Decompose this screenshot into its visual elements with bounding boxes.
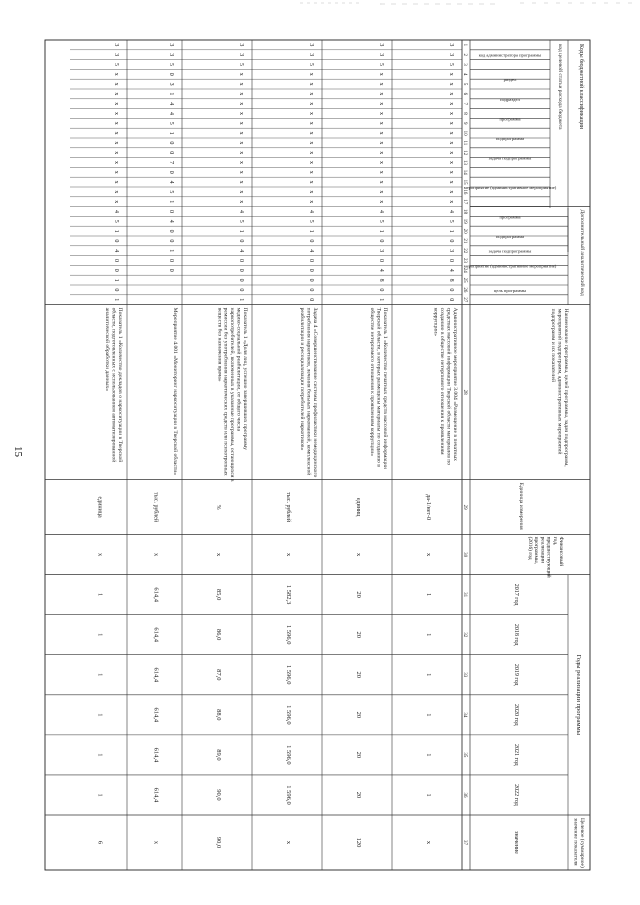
code-cell: х <box>238 170 244 174</box>
code-cell: 0 <box>308 268 314 272</box>
row-target: 120 <box>355 837 362 848</box>
code-cell: 4 <box>168 102 174 106</box>
row-name: Показатель 1 «Доля лиц, успешно завершивших программумедико-социальной реабилитации, от общего числанаркопотребителей, включенных в указанные программы, остающихся времиссии без употребления наркотических средств или психотропныхвеществ без назначения врача» <box>216 307 248 482</box>
code-cell: 3 <box>378 249 384 253</box>
code-cell: х <box>448 161 454 164</box>
column-number: 16 <box>462 189 467 195</box>
code-cell: 4 <box>448 210 454 213</box>
row-year-value: 88,0 <box>215 709 222 721</box>
code-cell: х <box>113 102 119 106</box>
code-cell: х <box>378 200 384 204</box>
row-target: х <box>425 840 432 845</box>
code-cell: 0 <box>448 259 454 262</box>
code-cell: х <box>238 72 244 76</box>
code-cell: 4 <box>168 112 174 115</box>
header-vertical-text: программа <box>499 214 521 220</box>
code-cell: 0 <box>308 239 314 243</box>
code-cell: 0 <box>168 268 174 272</box>
code-cell: 0 <box>168 210 174 213</box>
row-year-value: 20 <box>355 591 362 598</box>
code-cell: х <box>238 102 244 106</box>
row-year-value: 1 <box>96 593 104 597</box>
row-fin-2016: х <box>96 552 104 557</box>
code-cell: х <box>238 112 244 115</box>
row-year-value: 89,0 <box>215 749 222 761</box>
column-number: 32 <box>462 632 467 638</box>
code-cell: 0 <box>308 288 314 292</box>
code-cell: 5 <box>113 219 119 223</box>
column-number: 37 <box>462 840 467 845</box>
code-cell: х <box>448 121 454 125</box>
code-cell: х <box>113 170 119 174</box>
code-cell: х <box>378 72 384 76</box>
code-cell: 7 <box>168 161 174 164</box>
row-year-value: 614,4 <box>152 707 160 723</box>
code-cell: 5 <box>168 190 174 194</box>
row-year-value: 1 <box>96 713 104 717</box>
code-cell: х <box>113 180 119 184</box>
row-year-value: 1 <box>96 793 104 797</box>
row-name: Показатель 1 «Количество печатных средств массовой информацииТверской области, в которых размещены материалы по созданию вобществе нетерпимого отношения к проявлениям коррупции» <box>369 307 388 469</box>
code-cell: 4 <box>238 249 244 253</box>
row-name: Мероприятие 4.001 «Мониторинг наркоситуации в Тверской области» <box>172 307 178 476</box>
code-cell: 0 <box>378 288 384 292</box>
row-target: х <box>285 840 292 845</box>
code-cell: 3 <box>238 43 244 47</box>
code-cell: 3 <box>168 53 174 57</box>
code-cell: 3 <box>448 249 454 253</box>
code-cell: х <box>113 161 119 164</box>
code-cell: х <box>113 200 119 204</box>
column-number: 23 <box>462 258 467 263</box>
header-target-group: Целевое (суммарное)значение показателя <box>572 818 585 868</box>
header-name: Наименование программы, целей программы, задач подпрограмм,мероприятий подпрограмм, административных мероприятийподпрограмм и их показателей <box>550 308 569 467</box>
code-cell: 1 <box>448 229 454 233</box>
column-number: 20 <box>462 228 467 234</box>
header-target-value: значение <box>513 831 519 854</box>
row-year-value: 1 <box>425 633 432 637</box>
row-fin-2016: х <box>355 552 362 557</box>
column-number: 13 <box>462 160 467 165</box>
code-cell: х <box>308 200 314 204</box>
row-target: 90,0 <box>215 836 222 849</box>
code-cell: 0 <box>378 239 384 243</box>
row-fin-2016: х <box>285 552 292 557</box>
column-number: 28 <box>462 389 467 395</box>
header-codes-sub: код целевой статьи расхода бюджета <box>557 44 563 130</box>
code-cell: 0 <box>378 259 384 262</box>
code-cell: х <box>238 190 244 194</box>
row-fin-2016: х <box>425 552 432 557</box>
row-year-value: 20 <box>355 711 362 719</box>
code-cell: 5 <box>238 63 244 66</box>
code-cell: х <box>448 92 454 96</box>
code-cell: х <box>378 161 384 164</box>
code-cell: 0 <box>113 268 119 272</box>
column-number: 25 <box>462 277 467 283</box>
row-fin-2016: х <box>152 552 160 557</box>
code-cell: х <box>448 151 454 155</box>
header-vertical-text: раздел <box>503 77 517 83</box>
code-cell: 3 <box>113 43 119 47</box>
code-cell: 8 <box>448 278 454 282</box>
row-year-value: 1 <box>96 633 104 637</box>
header-vertical-text: программа <box>499 116 521 122</box>
code-cell: 5 <box>378 219 384 223</box>
code-cell: х <box>378 102 384 106</box>
column-number: 10 <box>462 130 467 136</box>
code-cell: х <box>308 82 314 86</box>
code-cell: 5 <box>378 63 384 66</box>
code-cell: х <box>238 82 244 86</box>
code-cell: х <box>113 151 119 155</box>
row-name: Задача 4 «Совершенствование системы профилактики немедицинскогопотребления наркотиков, лечения больных наркоманией, комплекснойреабилитации и ресоциализации потребителей наркотиков» <box>299 307 318 478</box>
header-vertical-text: мероприятие (административное мероприятие) <box>463 185 557 190</box>
column-number: 31 <box>462 592 467 598</box>
code-cell: х <box>308 92 314 96</box>
code-cell: 1 <box>168 131 174 135</box>
column-number: 24 <box>462 267 467 273</box>
row-unit: да-1/нет-0 <box>425 494 431 521</box>
row-year-value: 1 <box>425 753 432 757</box>
header-y2021: 2021 год <box>513 744 519 766</box>
header-y2019: 2019 год <box>513 663 519 686</box>
code-cell: х <box>448 82 454 86</box>
code-cell: х <box>378 131 384 135</box>
code-cell: х <box>113 82 119 86</box>
code-cell: 1 <box>238 229 244 233</box>
code-cell: х <box>308 170 314 174</box>
code-cell: 0 <box>168 239 174 243</box>
code-cell: х <box>448 200 454 204</box>
header-extra-group: Дополнительный аналитический код <box>579 209 585 296</box>
row-year-value: 20 <box>355 631 362 638</box>
code-cell: 3 <box>238 53 244 57</box>
header-vertical-text: цель программы <box>493 287 527 293</box>
code-cell: 0 <box>238 288 244 292</box>
column-number: 18 <box>462 209 467 214</box>
row-year-value: 1 <box>425 793 432 797</box>
row-year-value: 614,4 <box>152 747 160 763</box>
row-year-value: 85,0 <box>215 588 222 601</box>
row-year-value: 614,4 <box>152 667 160 683</box>
row-year-value: 1 <box>425 593 432 597</box>
code-cell: х <box>308 141 314 145</box>
code-cell: х <box>308 72 314 76</box>
column-number: 17 <box>462 199 467 205</box>
header-vertical-text: код администратора программы <box>478 52 542 58</box>
row-target: х <box>152 840 160 845</box>
code-cell: х <box>378 121 384 125</box>
code-cell: х <box>308 161 314 164</box>
row-name: Административное мероприятие 3.004 «Размещение в печатныхсредствах массовой информации Тверской области материалов посозданию в обществе нетерпимого отношения к проявлениямкоррупции» <box>432 307 458 466</box>
column-number: 4 <box>462 73 467 76</box>
row-year-value: 1 596,0 <box>285 665 292 685</box>
column-number: 1 <box>462 43 467 47</box>
code-cell: х <box>378 190 384 194</box>
row-year-value: 1 <box>425 713 432 717</box>
row-unit: тыс. рублей <box>152 492 159 523</box>
code-cell: 5 <box>308 63 314 66</box>
code-cell: 0 <box>448 298 454 302</box>
code-cell: х <box>238 151 244 155</box>
code-cell: 0 <box>113 239 119 243</box>
code-cell: 5 <box>448 219 454 223</box>
code-cell: х <box>308 112 314 115</box>
code-cell: х <box>238 131 244 135</box>
code-cell: 3 <box>448 43 454 47</box>
row-year-value: 614,4 <box>152 587 160 602</box>
code-cell: х <box>238 161 244 164</box>
header-vertical-text: задача подпрограммы <box>488 155 532 161</box>
code-cell: 3 <box>378 43 384 47</box>
header-vertical-text: мероприятие (административное мероприятие) <box>463 263 557 269</box>
code-cell: х <box>113 190 119 194</box>
row-year-value: 20 <box>355 671 362 679</box>
code-cell: 3 <box>308 43 314 47</box>
code-cell: 1 <box>113 298 119 302</box>
code-cell: 0 <box>308 278 314 282</box>
code-cell: х <box>308 121 314 125</box>
column-number: 33 <box>462 672 467 678</box>
code-cell: 4 <box>113 249 119 253</box>
code-cell: 1 <box>168 200 174 204</box>
code-cell: 3 <box>448 53 454 57</box>
header-y2020: 2020 год <box>513 703 519 726</box>
code-cell: 0 <box>308 298 314 302</box>
header-fin-2016: Финансовыйгод,предшествующийреализациипрограммы,(2016) год <box>526 536 564 578</box>
code-cell: х <box>238 92 244 96</box>
code-cell: х <box>378 92 384 96</box>
header-unit: Единица измерения <box>518 482 524 530</box>
code-cell: 0 <box>168 259 174 262</box>
row-unit: % <box>215 504 221 510</box>
header-y2022: 2022 год <box>513 784 519 806</box>
row-year-value: 1 596,0 <box>285 785 292 805</box>
row-year-value: 20 <box>355 791 362 799</box>
code-cell: х <box>113 141 119 145</box>
code-cell: х <box>378 112 384 115</box>
code-cell: 4 <box>378 210 384 213</box>
code-cell: 0 <box>113 259 119 262</box>
code-cell: х <box>448 170 454 174</box>
code-cell: х <box>308 102 314 106</box>
code-cell: х <box>238 200 244 204</box>
code-cell: х <box>448 190 454 194</box>
code-cell: 4 <box>308 249 314 253</box>
code-cell: 5 <box>168 121 174 125</box>
code-cell: х <box>378 151 384 155</box>
code-cell: 5 <box>113 63 119 66</box>
column-number: 15 <box>462 179 467 185</box>
header-vertical-text: подпрограмма <box>495 234 525 239</box>
column-number: 26 <box>462 287 467 293</box>
row-fin-2016: х <box>215 552 222 557</box>
row-year-value: 1 <box>425 673 432 677</box>
column-number: 2 <box>462 53 467 56</box>
header-y2018: 2018 год <box>513 623 519 646</box>
code-cell: 0 <box>168 72 174 76</box>
column-number: 12 <box>462 150 467 156</box>
header-vertical-text: задача подпрограммы <box>488 248 532 254</box>
header-vertical-text: подпрограмма <box>495 136 525 141</box>
row-year-value: 20 <box>355 751 362 759</box>
row-unit: единица <box>96 496 103 518</box>
header-codes-group: Коды бюджетной классификации <box>578 44 584 129</box>
row-unit: единиц <box>355 497 361 517</box>
code-cell: х <box>238 121 244 125</box>
code-cell: х <box>113 92 119 96</box>
header-vertical-text: подраздел <box>500 96 520 102</box>
code-cell: 0 <box>168 229 174 233</box>
code-cell: 3 <box>168 43 174 47</box>
column-number: 21 <box>462 238 467 244</box>
code-cell: х <box>113 112 119 115</box>
code-cell: 3 <box>168 82 174 86</box>
header-y2017: 2017 год <box>513 583 519 606</box>
code-cell: 5 <box>308 219 314 223</box>
code-cell: 3 <box>113 53 119 57</box>
row-year-value: 614,4 <box>152 787 160 803</box>
code-cell: 0 <box>448 288 454 292</box>
code-cell: 1 <box>378 298 384 302</box>
code-cell: 1 <box>308 229 314 233</box>
code-cell: 0 <box>168 170 174 174</box>
row-year-value: 1 596,0 <box>285 705 292 725</box>
header-years-group: Годы реализации программы <box>575 654 582 735</box>
code-cell: 0 <box>238 259 244 262</box>
row-year-value: 1 <box>96 753 104 757</box>
row-year-value: 1 582,3 <box>285 584 292 605</box>
code-cell: х <box>113 121 119 125</box>
column-number: 29 <box>462 504 467 510</box>
code-cell: 1 <box>168 249 174 253</box>
column-number: 5 <box>462 82 467 86</box>
row-name: Показатель 1 «Количество докладов о наркоситуации в Тверскойобласти, подготовленных с использованием автоматизированнойаналитической обработки данных» <box>104 307 123 463</box>
column-number: 27 <box>462 297 467 303</box>
code-cell: 0 <box>448 239 454 243</box>
column-number: 8 <box>462 112 467 115</box>
column-number: 36 <box>462 792 467 798</box>
code-cell: х <box>378 170 384 174</box>
code-cell: х <box>308 151 314 155</box>
row-year-value: 1 596,0 <box>285 624 292 645</box>
code-cell: х <box>238 141 244 145</box>
column-number: 6 <box>462 92 467 96</box>
code-cell: 1 <box>238 298 244 302</box>
code-cell: х <box>308 180 314 184</box>
row-target: 6 <box>96 840 104 845</box>
code-cell: х <box>378 180 384 184</box>
code-cell: х <box>308 190 314 194</box>
code-cell: 0 <box>238 278 244 282</box>
column-number: 9 <box>462 122 467 125</box>
column-number: 22 <box>462 248 467 254</box>
code-cell: 0 <box>308 259 314 262</box>
code-cell: х <box>113 131 119 135</box>
column-number: 11 <box>462 140 467 146</box>
code-cell: 4 <box>168 180 174 184</box>
column-number: 7 <box>462 102 467 105</box>
code-cell: 5 <box>238 219 244 223</box>
code-cell: 1 <box>168 92 174 96</box>
code-cell: х <box>448 180 454 184</box>
code-cell: х <box>308 131 314 135</box>
code-cell: 0 <box>168 141 174 145</box>
code-cell: 1 <box>113 229 119 233</box>
column-number: 30 <box>462 552 467 558</box>
code-cell: 4 <box>308 210 314 213</box>
code-cell: 0 <box>238 268 244 272</box>
column-number: 3 <box>462 63 467 66</box>
code-cell: 4 <box>238 210 244 213</box>
code-cell: х <box>113 72 119 76</box>
code-cell: х <box>448 141 454 145</box>
column-number: 14 <box>462 169 467 175</box>
code-cell: 0 <box>238 239 244 243</box>
code-cell: х <box>448 131 454 135</box>
code-cell: 4 <box>113 210 119 213</box>
row-year-value: 614,4 <box>152 627 160 643</box>
code-cell: 5 <box>168 63 174 66</box>
code-cell: х <box>238 180 244 184</box>
code-cell: 0 <box>113 288 119 292</box>
code-cell: 4 <box>378 268 384 272</box>
column-number: 35 <box>462 752 467 758</box>
row-year-value: 87,0 <box>215 669 222 681</box>
code-cell: 4 <box>448 268 454 272</box>
row-year-value: 90,0 <box>215 789 222 801</box>
page-number: 15 <box>12 446 24 457</box>
code-cell: 8 <box>378 278 384 282</box>
code-cell: 3 <box>378 53 384 57</box>
code-cell: 5 <box>448 63 454 66</box>
row-year-value: 1 <box>96 673 104 677</box>
code-cell: 1 <box>378 229 384 233</box>
row-year-value: 1 596,0 <box>285 745 292 765</box>
code-cell: 0 <box>168 151 174 155</box>
code-cell: х <box>448 112 454 115</box>
column-number: 19 <box>462 218 467 224</box>
code-cell: 1 <box>113 278 119 282</box>
code-cell: 4 <box>168 219 174 223</box>
code-cell: х <box>378 141 384 145</box>
code-cell: х <box>448 102 454 106</box>
code-cell: х <box>378 82 384 86</box>
column-number: 34 <box>462 712 467 718</box>
code-cell: 3 <box>308 53 314 57</box>
row-year-value: 86,0 <box>215 629 222 641</box>
code-cell: х <box>448 72 454 76</box>
row-unit: тыс. рублей <box>285 492 291 523</box>
